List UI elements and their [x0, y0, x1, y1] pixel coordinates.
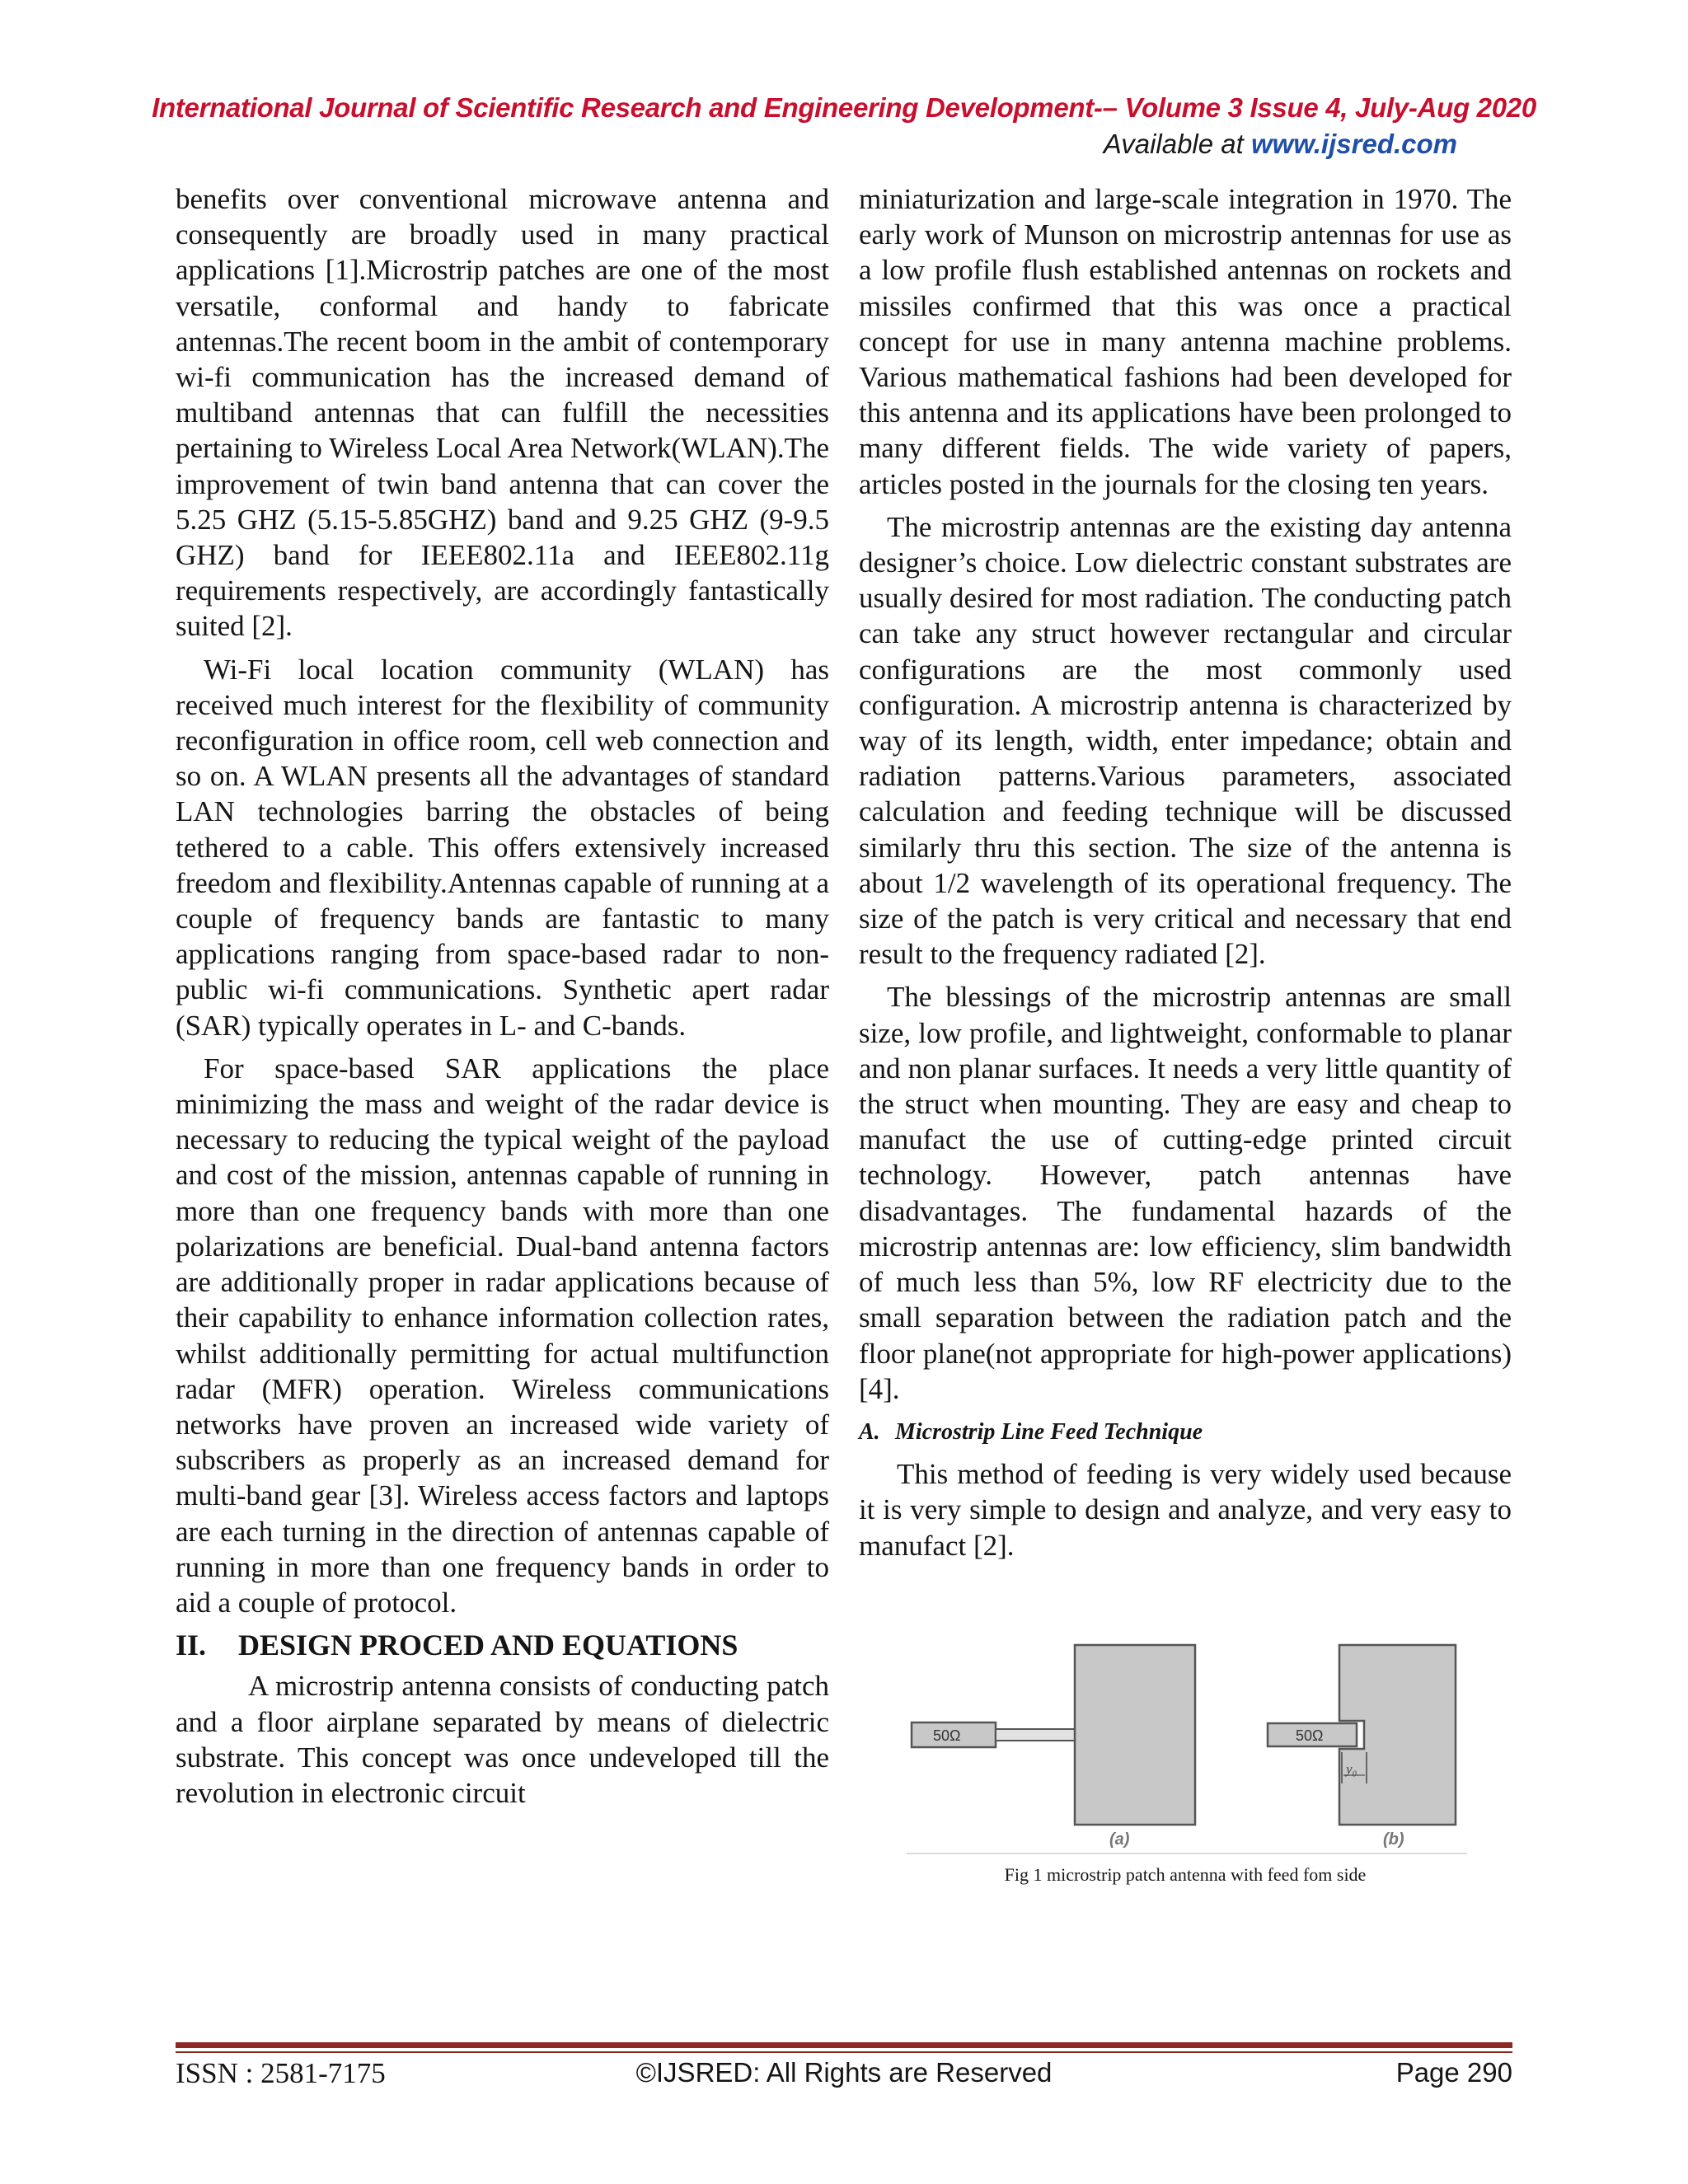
left-paragraph-4: A microstrip antenna consists of conducting patch and a floor airplane separated by means of dielectric substrate. This concept was once undeveloped till the revolution in electronic circuit	[176, 1670, 829, 1809]
antenna-diagram	[907, 1642, 1467, 1856]
journal-url-link[interactable]: www.ijsred.com	[1250, 129, 1457, 159]
left-column	[176, 181, 829, 1818]
inset-depth-label: y₀	[1346, 1761, 1357, 1777]
footer-page-number: Page 290	[1395, 2057, 1512, 2088]
right-paragraph-3: The blessings of the microstrip antennas are small size, low profile, and lightweight, conformable to planar and non planar surfaces. It needs a very little quantity of the struct when mounting. They are easy and cheap to manufact the use of cutting-edge printed circuit technology. However, patch antennas have disadvantages. The fundamental hazards of the microstrip antennas are: low efficiency, slim bandwidth of much less than 5%, low RF electricity due to the small separation between the radiation patch and the floor plane(not appropriate for high-power applications) [4].	[859, 981, 1512, 1405]
journal-header: International Journal of Scientific Research and Engineering Development-– Volume 3 Issue 4, July-Aug 2020	[152, 92, 1536, 123]
footer-rule-thick	[176, 2042, 1512, 2048]
right-column	[859, 181, 1512, 1571]
section-title: DESIGN PROCED AND EQUATIONS	[238, 1629, 738, 1662]
transmission-line-a	[996, 1729, 1075, 1741]
antenna-figure	[907, 1642, 1467, 1856]
feed-label-b: 50Ω	[1296, 1727, 1324, 1744]
left-paragraph-3: For space-based SAR applications the place minimizing the mass and weight of the radar device is necessary to reducing the typical weight of the payload and cost of the mission, antennas capable of running in more than one frequency bands with more than one polarizations are beneficial. Dual-band antenna factors are additionally proper in radar applications because of their capability to enhance information collection rates, whilst additionally permitting for actual multifunction radar (MFR) operation. Wireless communications networks have proven an increased wide variety of subscribers as properly as an increased demand for multi-band gear [3]. Wireless access factors and laptops are each turning in the direction of antennas capable of running in more than one frequency bands in order to aid a couple of protocol.	[176, 1052, 829, 1619]
label-b: (b)	[1383, 1830, 1404, 1849]
footer-rule-thin	[176, 2051, 1512, 2053]
feed-label-a: 50Ω	[933, 1727, 961, 1744]
right-paragraph-4: This method of feeding is very widely used because it is very simple to design and analyze, and very easy to manufact [2].	[859, 1458, 1512, 1562]
subsection-title: Microstrip Line Feed Technique	[895, 1418, 1203, 1445]
label-a: (a)	[1109, 1830, 1130, 1849]
left-paragraph-1: benefits over conventional microwave antenna and consequently are broadly used in many practical applications [1].Microstrip patches are one of the most versatile, conformal and handy to fabricate antennas.The recent boom in the ambit of contemporary wi-fi communication has the increased demand of multiband antennas that can fulfill the necessities pertaining to Wireless Local Area Network(WLAN).The improvement of twin band antenna that can cover the 5.25 GHZ (5.15-5.85GHZ) band and 9.25 GHZ (9-9.5 GHZ) band for IEEE802.11a and IEEE802.11g requirements respectively, are accordingly fantastically suited [2].	[176, 183, 829, 643]
footer-copyright: ©IJSRED: All Rights are Reserved	[635, 2057, 1053, 2088]
left-paragraph-2: Wi-Fi local location community (WLAN) has received much interest for the flexibility of community reconfiguration in office room, cell web connection and so on. A WLAN presents all the advantages of standard LAN technologies barring the obstacles of being tethered to a cable. This offers extensively increased freedom and flexibility.Antennas capable of running at a couple of frequency bands are fantastic to many applications ranging from space-based radar to non-public wi-fi communications. Synthetic apert radar (SAR) typically operates in L- and C-bands.	[176, 653, 829, 1042]
patch-a	[1075, 1645, 1195, 1825]
footer	[176, 2057, 1512, 2093]
right-paragraph-2: The microstrip antennas are the existing day antenna designer’s choice. Low dielectric constant substrates are usually desired for most radiation. The conducting patch can take any struct however rectangular and circular configurations are the most commonly used configuration. A microstrip antenna is characterized by way of its length, width, enter impedance; obtain and radiation patterns.Various parameters, associated calculation and feeding technique will be discussed similarly thru this section. The size of the antenna is about 1/2 wavelength of its operational frequency. The size of the patch is very critical and necessary that end result to the frequency radiated [2].	[859, 510, 1512, 971]
right-paragraph-1: miniaturization and large-scale integration in 1970. The early work of Munson on microstrip antennas for use as a low profile flush established antennas on rockets and missiles confirmed that this was once a practical concept for use in many antenna machine problems. Various mathematical fashions had been developed for this antenna and its applications have been prolonged to many different fields. The wide variety of papers, articles posted in the journals for the closing ten years.	[859, 183, 1512, 500]
subsection-number: A.	[859, 1418, 880, 1445]
footer-issn: ISSN : 2581-7175	[176, 2057, 386, 2089]
figure-caption: Fig 1 microstrip patch antenna with feed fom side	[1004, 1864, 1367, 1885]
section-heading	[176, 1628, 829, 1663]
section-number: II.	[176, 1629, 207, 1662]
available-prefix: Available at	[1103, 129, 1251, 159]
availability-line	[1104, 129, 1457, 160]
subsection-heading	[859, 1414, 1512, 1450]
